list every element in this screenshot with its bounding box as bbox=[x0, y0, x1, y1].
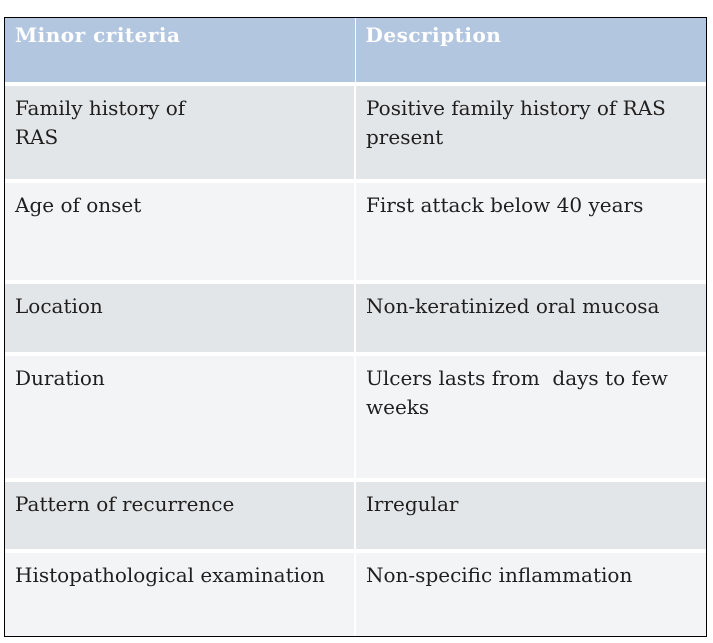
criteria-table-container bbox=[4, 17, 707, 637]
description-cell: Non-keratinized oral mucosa bbox=[355, 282, 706, 354]
description-cell: Irregular bbox=[355, 480, 706, 551]
header-minor-criteria: Minor criteria bbox=[15, 23, 181, 47]
table-row bbox=[5, 84, 706, 181]
criteria-cell: Duration bbox=[15, 366, 105, 390]
table-row bbox=[5, 480, 706, 551]
table-header-row bbox=[5, 18, 706, 84]
criteria-cell: Location bbox=[15, 294, 103, 318]
table-row bbox=[5, 551, 706, 637]
description-cell: Non-specific inflammation bbox=[355, 551, 706, 637]
criteria-cell: Family history of RAS bbox=[15, 96, 186, 149]
description-cell: Ulcers lasts from days to few weeks bbox=[355, 354, 706, 480]
criteria-cell: Pattern of recurrence bbox=[15, 492, 235, 516]
criteria-cell: Age of onset bbox=[15, 193, 142, 217]
criteria-cell: Histopathological examination bbox=[15, 563, 325, 587]
description-cell: Positive family history of RAS present bbox=[355, 84, 706, 181]
description-cell: First attack below 40 years bbox=[355, 181, 706, 282]
table-row bbox=[5, 282, 706, 354]
minor-criteria-table bbox=[5, 18, 706, 637]
table-row bbox=[5, 181, 706, 282]
table-row bbox=[5, 354, 706, 480]
header-description: Description bbox=[355, 18, 706, 84]
